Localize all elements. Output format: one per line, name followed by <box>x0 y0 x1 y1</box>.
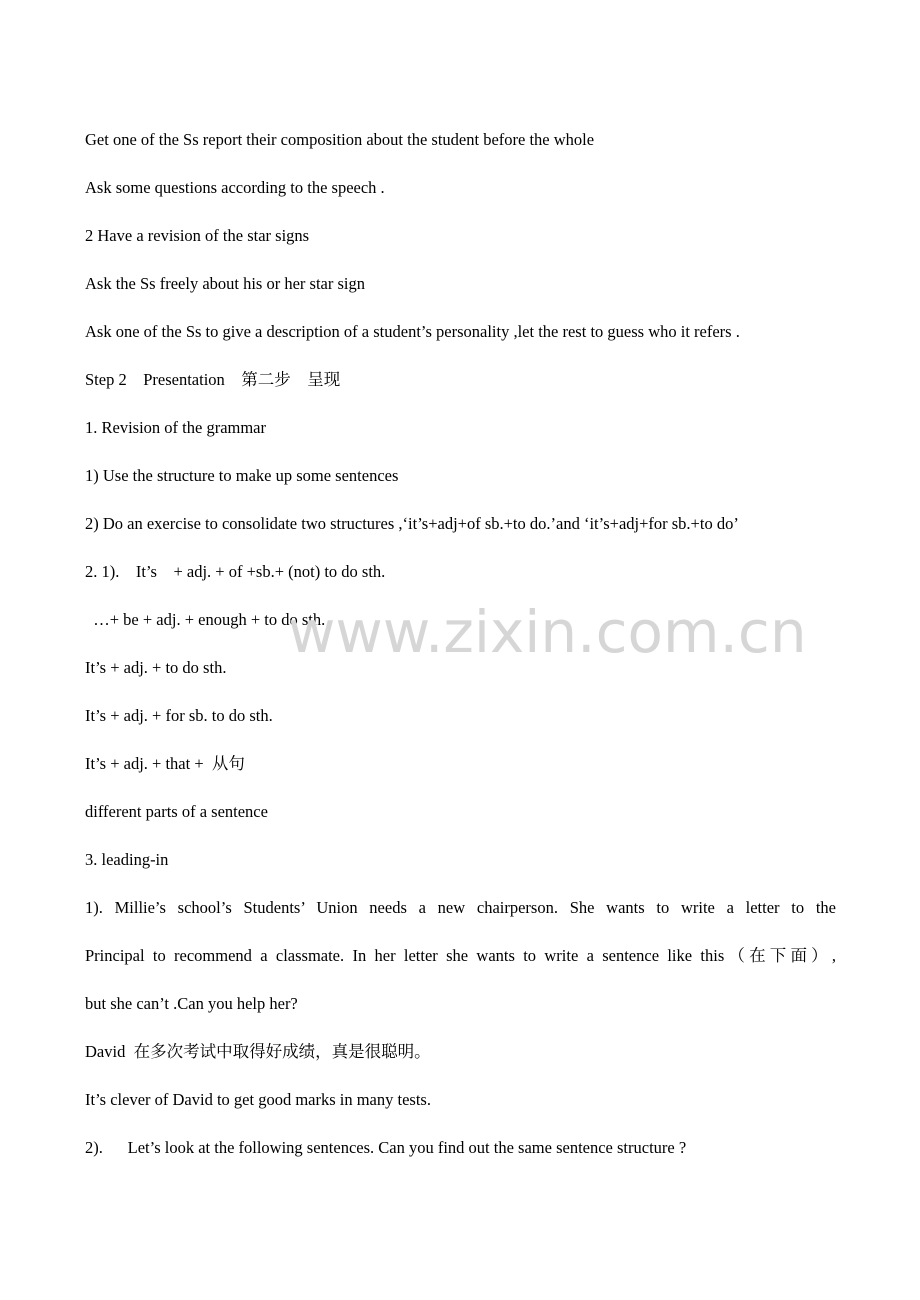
text-line-15: different parts of a sentence <box>85 802 268 821</box>
step-heading: Step 2 Presentation 第二步 呈现 <box>85 370 341 389</box>
text-line-2: Ask some questions according to the speech . <box>85 178 385 197</box>
text-line-11: …+ be + adj. + enough + to do sth. <box>85 610 326 629</box>
text-line-8: 1) Use the structure to make up some sentences <box>85 466 399 485</box>
text-line-20: David 在多次考试中取得好成绩，真是很聪明。 <box>85 1042 431 1061</box>
paragraph-line-18: Principal to recommend a classmate. In her letter she wants to write a sentence like this（在下面）, <box>85 946 836 965</box>
text-line-14: It’s + adj. + that + 从句 <box>85 754 245 773</box>
text-line-4: Ask the Ss freely about his or her star sign <box>85 274 365 293</box>
text-line-9: 2) Do an exercise to consolidate two structures ,‘it’s+adj+of sb.+to do.’and ‘it’s+adj+for sb.+to do’ <box>85 514 739 533</box>
text-line-5: Ask one of the Ss to give a description of a student’s personality ,let the rest to guess who it refers . <box>85 322 740 341</box>
text-line-1: Get one of the Ss report their composition about the student before the whole <box>85 130 595 149</box>
text-line-3: 2 Have a revision of the star signs <box>85 226 310 245</box>
text-line-7: 1. Revision of the grammar <box>85 418 267 437</box>
text-line-19: but she can’t .Can you help her? <box>85 994 298 1013</box>
text-line-10: 2. 1). It’s + adj. + of +sb.+ (not) to do sth. <box>85 562 386 581</box>
text-line-12: It’s + adj. + to do sth. <box>85 658 227 677</box>
paragraph-line-17: 1). Millie’s school’s Students’ Union needs a new chairperson. She wants to write a letter to the <box>85 898 836 917</box>
text-line-21: It’s clever of David to get good marks in many tests. <box>85 1090 431 1109</box>
watermark: www.zixin.com.cn <box>288 598 807 666</box>
text-line-16: 3. leading-in <box>85 850 169 869</box>
text-line-22: 2). Let’s look at the following sentences. Can you find out the same sentence structure ? <box>85 1138 687 1157</box>
text-line-13: It’s + adj. + for sb. to do sth. <box>85 706 273 725</box>
